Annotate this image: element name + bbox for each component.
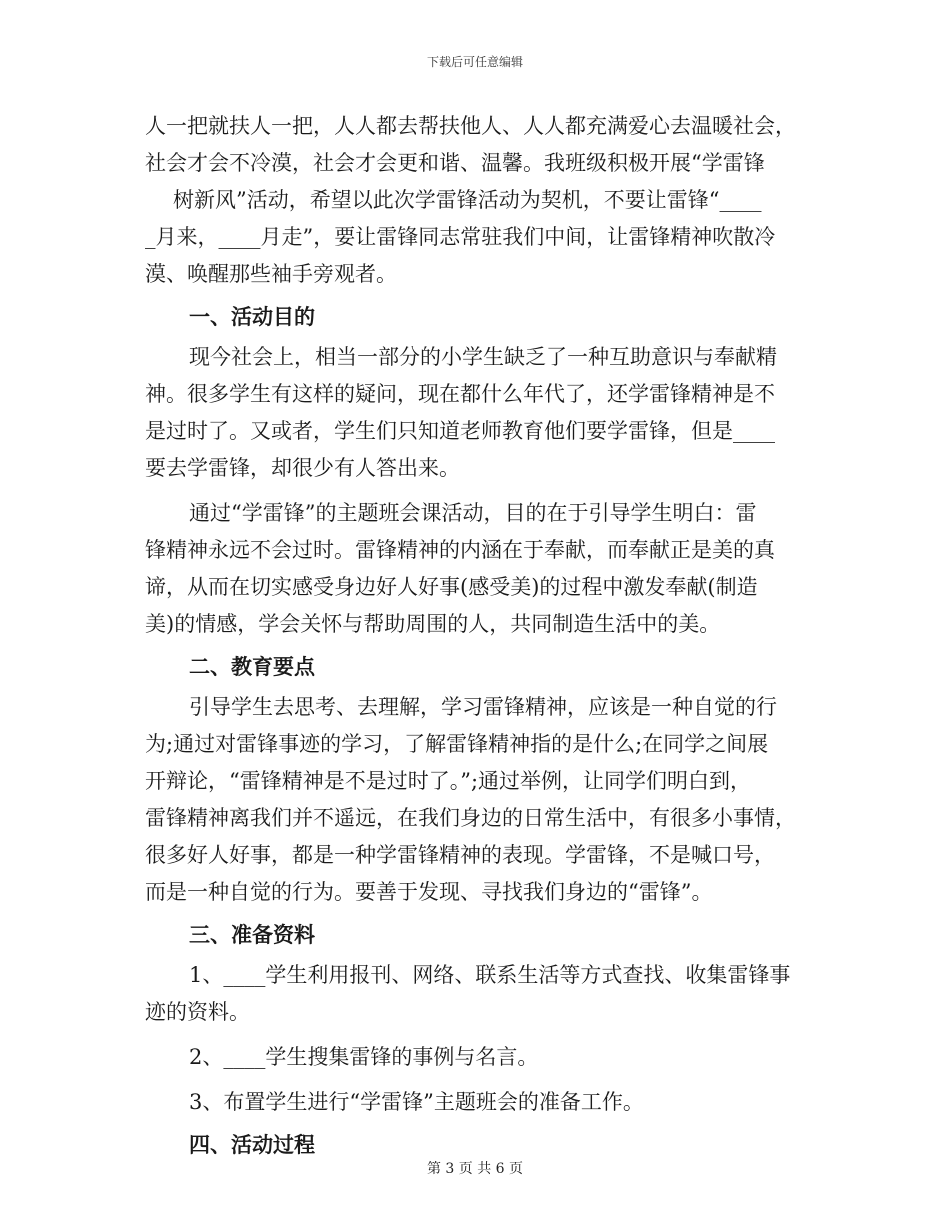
text-line: 锋精神永远不会过时。雷锋精神的内涵在于奉献，而奉献正是美的真 [145,538,775,562]
document-body [145,108,805,1167]
text-line: 是过时了。又或者，学生们只知道老师教育他们要学雷锋，但是____ [145,419,775,443]
text-line: 要去学雷锋，却很少有人答出来。 [145,456,460,480]
section-heading-4: 四、活动过程 [189,1133,315,1157]
section-3-item-1 [145,957,805,1031]
text-line: 人一把就扶人一把，人人都去帮扶他人、人人都充满爱心去温暖社会， [145,114,796,138]
section-1-paragraph-1 [145,339,805,487]
section-heading-3: 三、准备资料 [189,923,315,947]
text-line: 美)的情感，学会关怀与帮助周围的人，共同制造生活中的美。 [145,612,721,636]
text-line: 1、____学生利用报刊、网络、联系生活等方式查找、收集雷锋事 [189,963,791,987]
intro-paragraph [145,108,805,293]
section-heading-1: 一、活动目的 [189,305,315,329]
text-line: 漠、唤醒那些袖手旁观者。 [145,262,397,286]
text-line: 开辩论，“雷锋精神是不是过时了。”;通过举例，让同学们明白到， [145,769,752,793]
text-line: 谛，从而在切实感受身边好人好事(感受美)的过程中激发奉献(制造 [145,575,758,599]
text-line: _月来，____月走”，要让雷锋同志常驻我们中间，让雷锋精神吹散冷 [145,225,776,249]
header-note: 下载后可任意编辑 [426,55,523,69]
text-line: 通过“学雷锋”的主题班会课活动，目的在于引导学生明白：雷 [189,501,757,525]
text-line: 社会才会不冷漠，社会才会更和谐、温馨。我班级积极开展“学雷锋 [145,151,765,175]
text-line: 迹的资料。 [145,1000,250,1024]
text-line: 而是一种自觉的行为。要善于发现、寻找我们身边的“雷锋”。 [145,880,713,904]
text-line: 神。很多学生有这样的疑问，现在都什么年代了，还学雷锋精神是不 [145,382,775,406]
section-heading-2: 二、教育要点 [189,655,315,679]
text-line: 很多好人好事，都是一种学雷锋精神的表现。学雷锋，不是喊口号， [145,843,775,867]
section-1-paragraph-2 [145,495,805,643]
text-line: 为;通过对雷锋事迹的学习，了解雷锋精神指的是什么;在同学之间展 [145,732,769,756]
text-line: 树新风”活动，希望以此次学雷锋活动为契机，不要让雷锋“____ [173,188,762,212]
section-3-item-2: 2、____学生搜集雷锋的事例与名言。 [189,1045,539,1069]
section-3-item-3: 3、布置学生进行“学雷锋”主题班会的准备工作。 [189,1090,644,1114]
text-line: 引导学生去思考、去理解，学习雷锋精神，应该是一种自觉的行 [189,695,777,719]
page-number: 第 3 页 共 6 页 [426,1161,524,1177]
section-2-paragraph [145,689,805,911]
text-line: 现今社会上，相当一部分的小学生缺乏了一种互助意识与奉献精 [189,345,777,369]
text-line: 雷锋精神离我们并不遥远，在我们身边的日常生活中，有很多小事情， [145,806,796,830]
